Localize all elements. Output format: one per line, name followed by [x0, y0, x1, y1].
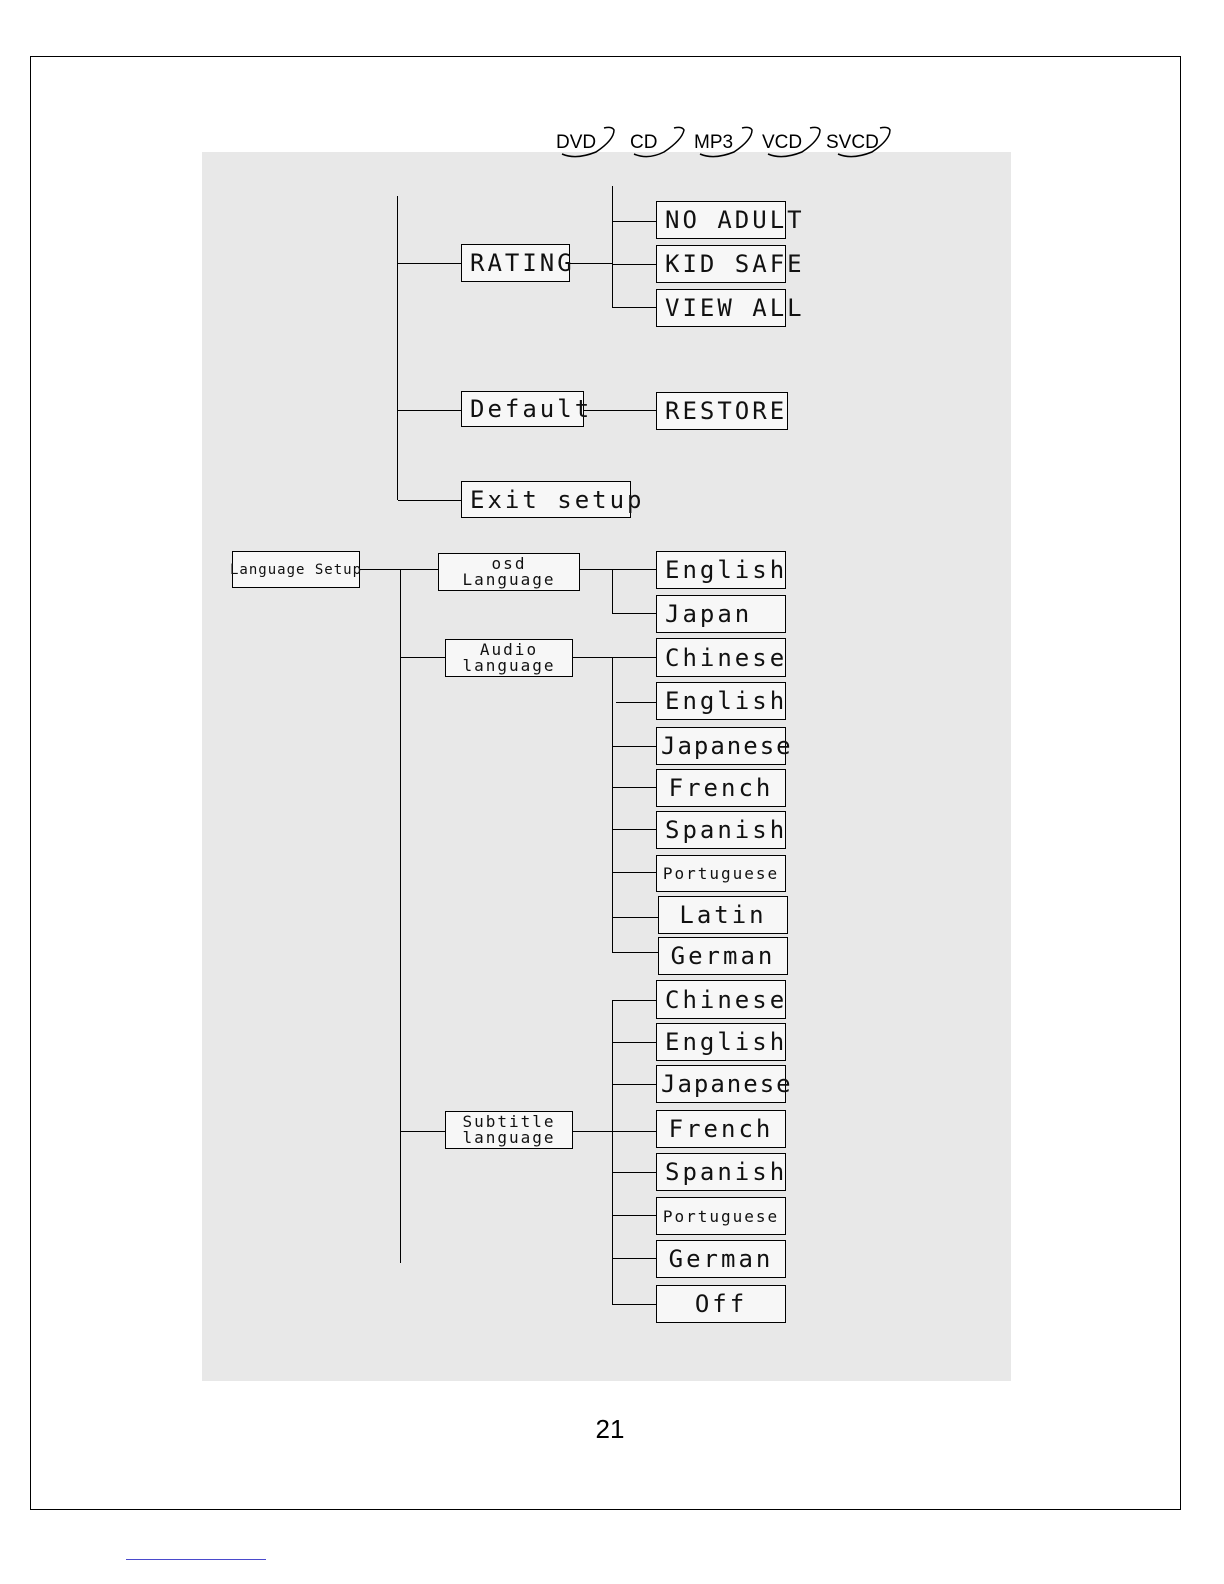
subtitle-option-box: French — [656, 1110, 786, 1148]
connector-line — [612, 264, 657, 265]
diagram-panel — [202, 152, 1011, 1381]
osd-language-line2: Language — [462, 570, 556, 589]
audio-option-box: English — [656, 682, 786, 720]
osd-language-line1: osd — [491, 554, 527, 573]
connector-line — [584, 410, 657, 411]
audio-option-box: Latin — [658, 896, 788, 934]
subtitle-option-box: Portuguese — [656, 1197, 786, 1235]
subtitle-option-box: German — [656, 1240, 786, 1278]
connector-line — [612, 787, 657, 788]
osd-option-box: Japan — [656, 595, 786, 633]
disc-type-label: SVCD — [826, 132, 879, 153]
mp3-disc-icon — [694, 124, 756, 160]
dvd-disc-icon — [556, 124, 618, 160]
connector-line — [612, 917, 659, 918]
audio-option-box: Chinese — [656, 638, 786, 677]
connector-line — [612, 657, 613, 952]
audio-option-box: French — [656, 769, 786, 807]
restore-box: RESTORE — [656, 392, 788, 430]
subtitle-option-box: Off — [656, 1285, 786, 1323]
connector-line — [398, 500, 462, 501]
connector-line — [612, 1000, 657, 1001]
connector-line — [612, 872, 657, 873]
cd-disc-icon — [630, 124, 688, 160]
audio-language-line1: Audio — [479, 640, 539, 659]
connector-line — [612, 829, 657, 830]
connector-line — [612, 1258, 657, 1259]
audio-language-line2: language — [462, 656, 556, 675]
connector-line — [400, 1131, 446, 1132]
connector-line — [612, 746, 657, 747]
disc-type-label: CD — [630, 132, 658, 153]
audio-language-box — [445, 639, 573, 677]
connector-line — [400, 657, 446, 658]
connector-line — [612, 1215, 657, 1216]
osd-language-box — [438, 553, 580, 591]
connector-line — [573, 657, 657, 658]
rating-option-box: NO ADULT — [656, 201, 786, 239]
disc-type-label: MP3 — [694, 132, 734, 153]
disc-type-label: VCD — [762, 132, 803, 153]
osd-option-box: English — [656, 551, 786, 589]
subtitle-option-box: Japanese — [656, 1065, 786, 1103]
connector-line — [573, 1131, 657, 1132]
connector-line — [612, 1172, 657, 1173]
connector-line — [612, 613, 657, 614]
connector-line — [398, 263, 462, 264]
connector-line — [612, 1304, 657, 1305]
subtitle-option-box: Chinese — [656, 980, 786, 1019]
disc-type-icons — [556, 124, 896, 160]
vcd-disc-icon — [762, 124, 824, 160]
connector-line — [612, 1084, 657, 1085]
subtitle-option-box: Spanish — [656, 1153, 786, 1191]
subtitle-language-box — [445, 1111, 573, 1149]
connector-line — [612, 307, 657, 308]
audio-option-box: Portuguese — [656, 855, 786, 892]
subtitle-option-box: English — [656, 1023, 786, 1061]
connector-line — [400, 569, 401, 1263]
default-box: Default — [461, 391, 584, 427]
connector-line — [612, 952, 659, 953]
rating-option-box: VIEW ALL — [656, 289, 786, 327]
connector-line — [612, 221, 657, 222]
audio-option-box: German — [658, 937, 788, 975]
connector-line — [612, 1042, 657, 1043]
connector-line — [612, 186, 613, 308]
audio-option-box: Japanese — [656, 727, 786, 765]
disc-type-label: DVD — [556, 132, 597, 153]
subtitle-language-line1: Subtitle — [462, 1112, 556, 1131]
rating-option-box: KID SAFE — [656, 245, 786, 283]
subtitle-language-line2: language — [462, 1128, 556, 1147]
connector-line — [616, 702, 657, 703]
connector-line — [397, 196, 398, 500]
connector-line — [398, 410, 462, 411]
page-number: 21 — [595, 1414, 625, 1444]
language-setup-box: Language Setup — [232, 551, 360, 588]
audio-option-box: Spanish — [656, 811, 786, 849]
connector-line — [580, 569, 657, 570]
connector-line — [612, 569, 613, 613]
connector-line — [570, 263, 613, 264]
exit-setup-box: Exit setup — [461, 481, 631, 518]
rating-box: RATING — [461, 244, 570, 282]
svcd-disc-icon — [826, 124, 894, 160]
footer-link-underline — [126, 1559, 266, 1560]
